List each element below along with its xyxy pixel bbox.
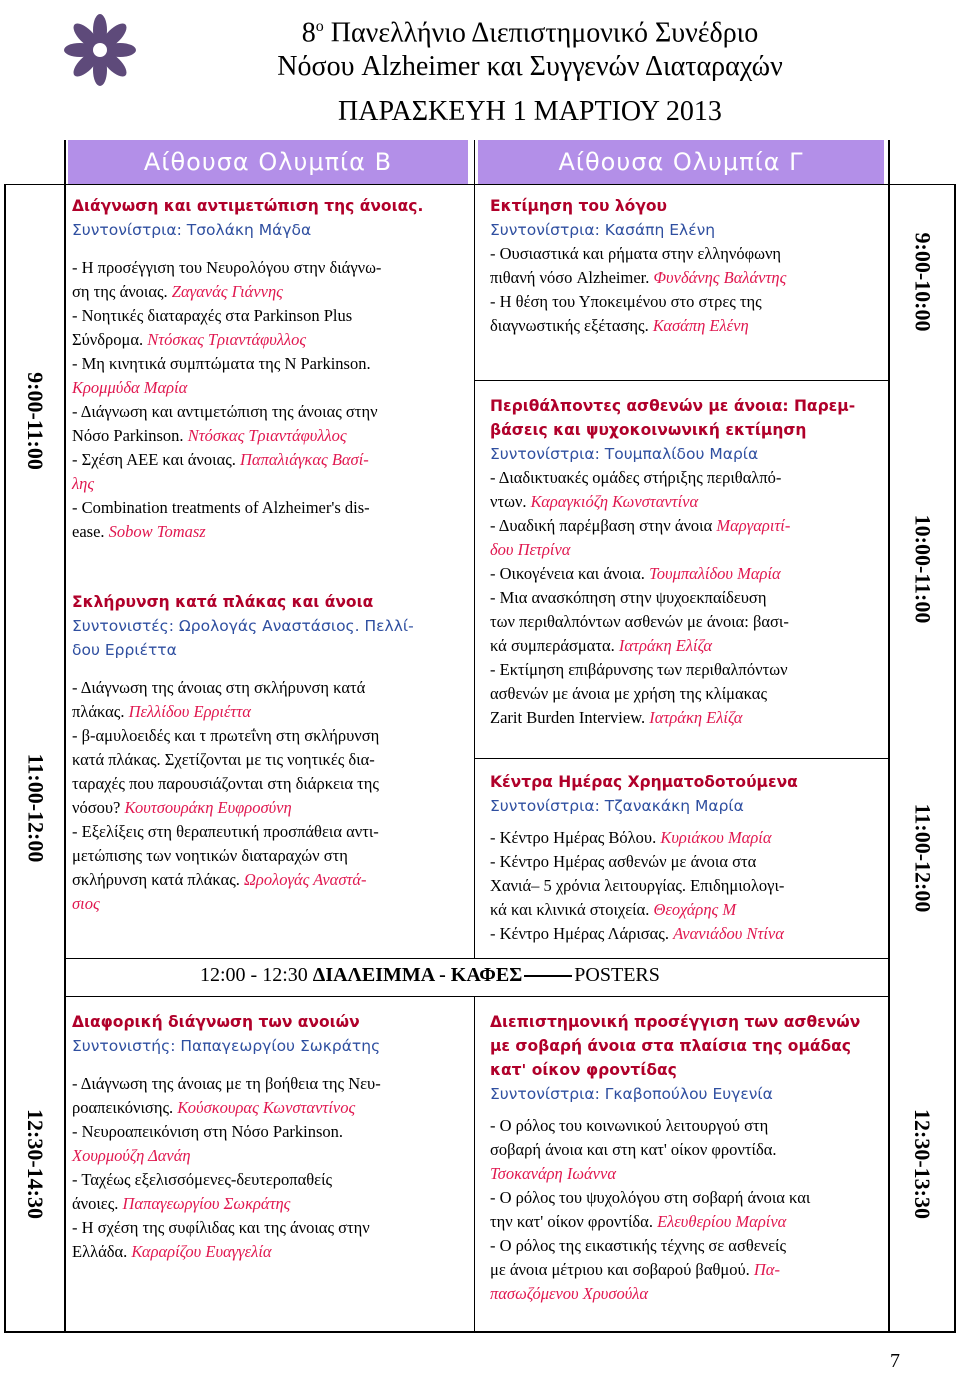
time-left-2: 11:00-12:00 — [23, 753, 49, 863]
page-number: 7 — [890, 1350, 900, 1372]
session-left-3: Διαφορική διάγνωση των ανοιών Συντονιστής: Παπαγεωργίου Σωκράτης - Διάγνωση της άνοιας με τη βοήθεια της Νευ- ροαπεικόνισης. Κούσκουρας Κωνσταντίνος - Νευροαπεικόνιση στη Νόσο Parkinson. Χουρμούζη Δανάη - Ταχέως εξελισσόμενες-δευτεροπαθείς άνοιες. Παπαγεωργίου Σωκράτης - Η σχέση της συφίλιδας και της άνοιας στην Ελλάδα. Καραρίζου Ευαγγελία — [72, 1013, 381, 1261]
conference-logo-icon — [60, 10, 140, 90]
time-right-2: 10:00-11:00 — [910, 514, 936, 624]
hall-divider-top — [474, 140, 475, 958]
time-col-divider-right — [888, 140, 890, 1332]
break-top-line — [66, 958, 888, 959]
session-left-2: Σκλήρυνση κατά πλάκας και άνοια Συντονιστές: Ωρολογάς Αναστάσιος. Πελλί- δου Ερριέττα - Διάγνωση της άνοιας στη σκλήρυνση κατά πλάκας. Πελλίδου Ερριέττα - β-αμυλοειδές και τ πρωτεΐνη στη σκλήρυνση κατά πλάκας. Σχετίζονται με τις νοητικές δια- ταραχές που παρουσιάζονται στη διάρκεια της νόσου? Κουτσουράκη Ευφροσύνη - Εξελίξεις στη θεραπευτική προσπάθεια αντι- μετώπισης των νοητικών διαταραχών στη σκλήρυνση κατά πλάκας. Ωρολογάς Αναστά- σιος — [72, 593, 414, 913]
right-session-divider-1 — [474, 380, 888, 381]
time-right-1: 9:00-10:00 — [910, 232, 936, 332]
time-right-4: 12:30-13:30 — [910, 1109, 936, 1219]
time-left-3: 12:30-14:30 — [23, 1109, 49, 1219]
time-left-1: 9:00-11:00 — [23, 372, 49, 470]
conference-title: $8^o$ Πανελλήνιο Διεπιστημονικό Συνέδριο Νόσου Alzheimer και Συγγενών Διαταραχών — [277, 17, 783, 83]
session-right-1: Εκτίμηση του λόγου Συντονίστρια: Κασάπη Ελένη - Ουσιαστικά και ρήματα στην ελληνόφωνη πιθανή νόσο Alzheimer. Φυνδάνης Βαλάντης - Η θέση του Υποκειμένου στο στρες της διαγνωστικής εξέτασης. Κασάπη Ελένη — [490, 197, 787, 335]
right-session-divider-2 — [474, 758, 888, 759]
hall-b-header: Αίθουσα Ολυμπία Β — [68, 140, 468, 184]
hall-g-header: Αίθουσα Ολυμπία Γ — [478, 140, 884, 184]
break-bottom-line — [66, 996, 888, 997]
grid-top — [4, 184, 956, 185]
session-right-4: Διεπιστημονική προσέγγιση των ασθενών με σοβαρή άνοια στα πλαίσια της ομάδας κατ' οίκον φροντίδας Συντονίστρια: Γκαβοπούλου Ευγενία - Ο ρόλος του κοινωνικού λειτουργού στη σοβαρή άνοια και στη κατ' οίκον φροντίδα. Τσοκανάρη Ιωάννα - Ο ρόλος του ψυχολόγου στη σοβαρή άνοια και την κατ' οίκον φροντίδα. Ελευθερίου Μαρίνα - Ο ρόλος της εικαστικής τέχνης σε ασθενείς με άνοια μέτριου και σοβαρού βαθμού. Πα- πασωζόμενου Χρυσούλα — [490, 1013, 861, 1303]
outer-right-border — [954, 184, 956, 1332]
hall-divider-bottom — [474, 996, 475, 1332]
bottom-border — [4, 1331, 956, 1333]
time-right-3: 11:00-12:00 — [910, 803, 936, 913]
session-right-3: Κέντρα Ημέρας Χρηματοδοτούμενα Συντονίστρια: Τζανακάκη Μαρία - Κέντρο Ημέρας Βόλου. Κυριάκου Μαρία - Κέντρο Ημέρας ασθενών με άνοια στα Χανιά– 5 χρόνια λειτουργίας. Επιδημιολογι- κά και κλινικά στοιχεία. Θεοχάρης Μ - Κέντρο Ημέρας Λάρισας. Ανανιάδου Ντίνα — [490, 773, 798, 943]
coffee-break-row: 12:00 - 12:30 ΔΙΑΛΕΙΜΜΑ - ΚΑΦΕΣ POSTERS — [200, 964, 660, 986]
session-right-2: Περιθάλποντες ασθενών με άνοια: Παρεμ- βάσεις και ψυχοκοινωνική εκτίμηση Συντονίστρια: Τουμπαλίδου Μαρία - Διαδικτυακές ομάδες στήριξης περιθαλπό- ντων. Καραγκιόζη Κωνσταντίνα - Δυαδική παρέμβαση στην άνοια Μαργαριτί- δου Πετρίνα - Οικογένεια και άνοια. Τουμπαλίδου Μαρία - Μια ανασκόπηση στην ψυχοεκπαίδευση των περιθαλπόντων ασθενών με άνοια: βασι- κά συμπεράσματα. Ιατράκη Ελίζα - Εκτίμηση επιβάρυνσης των περιθαλπόντων ασθενών με άνοια με χρήση της κλίμακας Zarit Burden Interview. Ιατράκη Ελίζα — [490, 397, 856, 727]
day-heading: ΠΑΡΑΣΚΕΥΗ 1 ΜΑΡΤΙΟΥ 2013 — [338, 96, 722, 127]
session-left-1: Διάγνωση και αντιμετώπιση της άνοιας. Συντονίστρια: Τσολάκη Μάγδα - Η προσέγγιση του Νευρολόγου στην διάγνω- ση της άνοιας. Ζαγανάς Γιάννης - Νοητικές διαταραχές στα Parkinson Plus Σύνδρομα. Ντόσκας Τριαντάφυλλος - Μη κινητικά συμπτώματα της Ν Parkinson. Κρομμύδα Μαρία - Διάγνωση και αντιμετώπιση της άνοιας στην Νόσο Parkinson. Ντόσκας Τριαντάφυλλος - Σχέση ΑΕΕ και άνοιας. Παπαλιάγκας Βασί- λης - Combination treatments of Alzheimer's dis- ease. Sobow Tomasz — [72, 197, 424, 541]
